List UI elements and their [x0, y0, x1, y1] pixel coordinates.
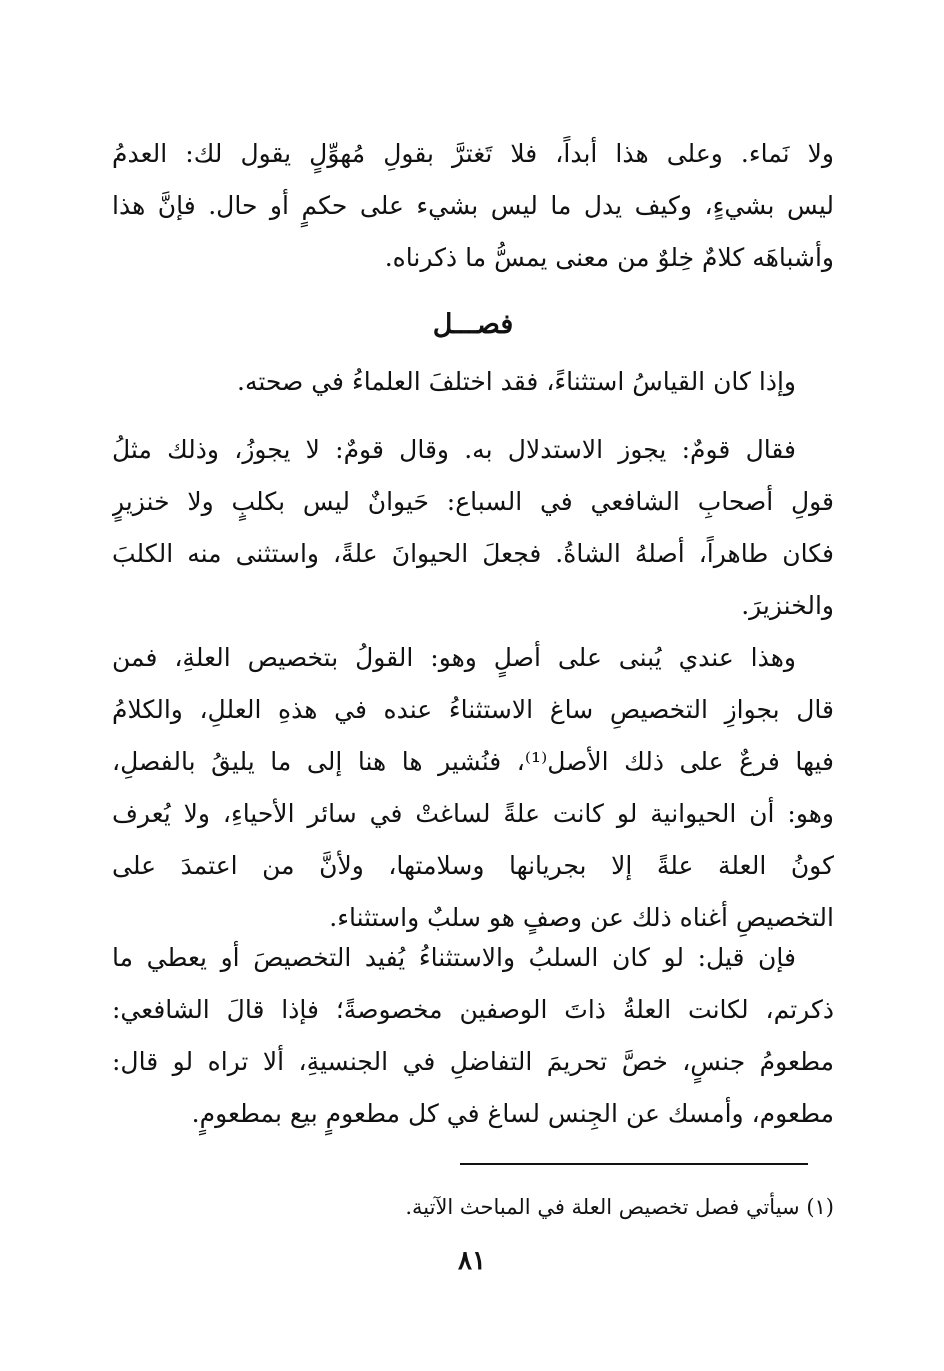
paragraph-3 [112, 424, 834, 632]
text-line: ذكرتم، لكانت العلةُ ذاتَ الوصفين مخصوصةً؛ فإذا قالَ الشافعي: [112, 995, 834, 1024]
text-line: التخصيصِ أغناه ذلك عن وصفٍ هو سلبٌ واستثناء. [329, 903, 834, 932]
text-line: مطعومُ جنسٍ، خصَّ تحريمَ التفاضلِ في الجنسيةِ، ألا تراه لو قال: [112, 1047, 834, 1076]
text-line: فإن قيل: لو كان السلبُ والاستثناءُ يُفيد التخصيصَ أو يعطي ما [112, 943, 796, 972]
paragraph-4 [112, 632, 834, 944]
text-line: وهو: أن الحيوانية لو كانت علةً لساغتْ في سائر الأحياءِ، ولا يُعرف [112, 799, 834, 828]
text-line: وإذا كان القياسُ استثناءً، فقد اختلفَ العلماءُ في صحته. [237, 367, 796, 396]
text-line: فقال قومٌ: يجوز الاستدلال به. وقال قومٌ: لا يجوزُ، وذلك مثلُ [112, 435, 796, 464]
footnote-divider [460, 1163, 808, 1165]
text-line: والخنزيرَ. [741, 591, 834, 620]
text-line: وأشباهَه كلامٌ خِلوٌ من معنى يمسُّ ما ذكرناه. [384, 243, 834, 272]
text-line: فيها فرعٌ على ذلك الأصل⁽¹⁾، فنُشير ها هنا إلى ما يليقُ بالفصلِ، [112, 747, 834, 776]
text-line: وهذا عندي يُبنى على أصلٍ وهو: القولُ بتخصيص العلةِ، فمن [112, 643, 796, 672]
section-heading: فصـــل [432, 309, 514, 340]
footnote: (١) سيأتي فصل تخصيص العلة في المباحث الآتية. [405, 1195, 834, 1219]
text-line: كونُ العلة علةً إلا بجريانها وسلامتها، ولأنَّ من اعتمدَ على [112, 851, 834, 880]
text-line: قولِ أصحابِ الشافعي في السباع: حَيوانٌ ليس بكلبٍ ولا خنزيرٍ [112, 487, 834, 516]
paragraph-5 [112, 932, 834, 1140]
paragraph-2 [112, 356, 834, 408]
text-line: قال بجوازِ التخصيصِ ساغ الاستثناءُ عنده في هذهِ العللِ، والكلامُ [112, 695, 834, 724]
text-line: مطعوم، وأمسك عن الجِنس لساغ في كل مطعومٍ بيع بمطعومٍ. [191, 1099, 834, 1128]
paragraph-1 [112, 128, 834, 284]
text-line: ولا نَماء. وعلى هذا أبداً، فلا تَغترَّ بقولِ مُهوِّلٍ يقول لك: العدمُ [112, 139, 834, 168]
text-line: فكان طاهراً، أصلهُ الشاةُ. فجعلَ الحيوانَ علةً، واستثنى منه الكلبَ [112, 539, 834, 568]
page-number: ٨١ [458, 1246, 486, 1276]
text-line: ليس بشيءٍ، وكيف يدل ما ليس بشيء على حكمٍ أو حال. فإنَّ هذا [112, 191, 834, 220]
